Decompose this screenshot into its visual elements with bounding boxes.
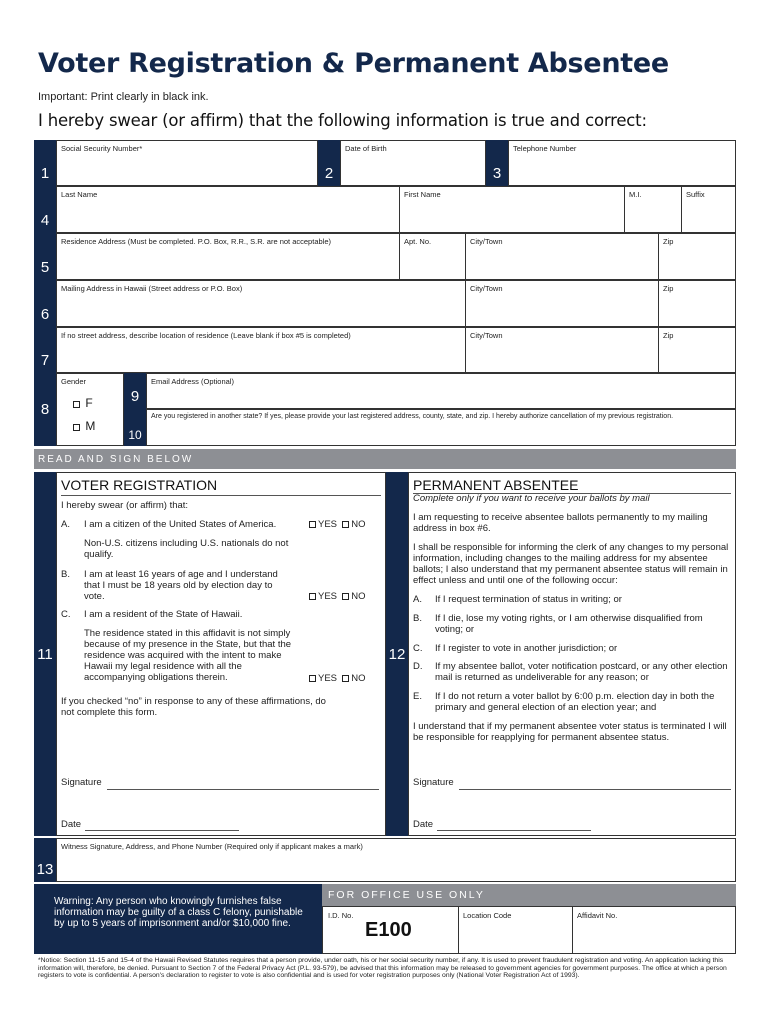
voter-registration-heading: VOTER REGISTRATION	[61, 477, 218, 493]
absentee-p1: I am requesting to receive absentee ballots permanently to my mailing address in box #6.	[413, 512, 708, 534]
email-label: Email Address (Optional)	[151, 377, 234, 386]
dob-field[interactable]	[340, 140, 486, 186]
absentee-c-letter: C.	[413, 643, 423, 654]
phone-field[interactable]	[508, 140, 736, 186]
box-number-4: 4	[34, 186, 56, 233]
zip-label: Zip	[663, 237, 674, 246]
other-state-field[interactable]	[146, 409, 736, 446]
read-sign-bar: READ AND SIGN BELOW	[34, 449, 736, 469]
voter-intro: I hereby swear (or affirm) that:	[61, 500, 189, 511]
mailing-city-label: City/Town	[470, 284, 503, 293]
absentee-subheading: Complete only if you want to receive your ballots by mail	[413, 493, 650, 504]
absentee-d-text: If my absentee ballot, voter notification postcard, or any other election mail is returned as undeliverable for any reason; or	[435, 661, 728, 683]
box-number-5: 5	[34, 233, 56, 280]
item-c-note: The residence stated in this affidavit is not simply because of my presence in the State, but that the residence was acquired with the intent to make Hawaii my legal residence with all the accompanying obligations therein.	[84, 628, 292, 683]
box-number-10: 10	[124, 409, 146, 446]
city-label: City/Town	[470, 237, 503, 246]
absentee-b-text: If I die, lose my voting rights, or I am otherwise disqualified from voting; or	[435, 613, 703, 635]
permanent-absentee-section	[408, 472, 736, 836]
absentee-p2: I shall be responsible for informing the clerk of any changes to my personal information, including changes to the mailing address for my absentee ballots; I also understand that my permanent absentee status will remain in effect unless and until one of the following occur:	[413, 542, 729, 586]
last-name-label: Last Name	[61, 190, 98, 199]
gender-m-option[interactable]: M	[73, 419, 95, 433]
mailing-row	[56, 280, 736, 327]
checkbox-icon	[73, 401, 80, 408]
location-city-label: City/Town	[470, 331, 503, 340]
mi-label: M.I.	[629, 190, 642, 199]
affidavit-label: Affidavit No.	[577, 911, 618, 920]
email-field[interactable]	[146, 373, 736, 409]
gender-field	[56, 373, 124, 446]
no-checkbox-c[interactable]	[342, 675, 349, 682]
item-b-options: YES NO	[309, 592, 366, 603]
voter-date-line[interactable]	[85, 830, 239, 831]
voter-warning: If you checked “no” in response to any of these affirmations, do not complete this form.	[61, 696, 326, 718]
absentee-p3: I understand that if my permanent absentee voter status is terminated I will be responsible for reapplying for permanent absentee status.	[413, 721, 727, 743]
item-a-letter: A.	[61, 519, 70, 530]
absentee-heading: PERMANENT ABSENTEE	[413, 477, 579, 493]
absentee-e-text: If I do not return a voter ballot by 6:00 p.m. election day in both the primary and general election of an election year; and	[435, 691, 715, 713]
item-a-note: Non-U.S. citizens including U.S. nationals do not qualify.	[84, 538, 289, 560]
form-title: Voter Registration & Permanent Absentee	[38, 48, 669, 79]
residence-label: Residence Address (Must be completed. P.O. Box, R.R., S.R. are not acceptable)	[61, 237, 331, 246]
witness-field[interactable]	[56, 838, 736, 882]
box-number-9: 9	[124, 373, 146, 409]
absentee-date-line[interactable]	[437, 830, 591, 831]
id-no-label: I.D. No.	[328, 911, 354, 920]
first-name-label: First Name	[404, 190, 441, 199]
privacy-notice: *Notice: Section 11-15 and 15-4 of the Hawaii Revised Statutes requires that a person provide, under oath, his or her social security number, if any. It is used to prevent fraudulent registration and voting. An application lacking this information will, therefore, be denied. Pursuant to Section 7 of the Federal Privacy Act (P.L. 93-579), be advised that this information may be released to government agencies for government purposes. The office at which a person registers to vote is confidential. A person's declaration to register to vote is also confidential and is used for voter registration purposes only (National Voter Registration Act of 1993).	[38, 957, 727, 980]
yes-checkbox-c[interactable]	[309, 675, 316, 682]
other-state-label: Are you registered in another state? If yes, please provide your last registered address, county, state, and zip. I hereby authorize cancellation of my previous registration.	[151, 413, 674, 420]
absentee-d-letter: D.	[413, 661, 423, 672]
box-number-7: 7	[34, 327, 56, 373]
voter-date-label: Date	[61, 819, 82, 830]
no-street-label: If no street address, describe location of residence (Leave blank if box #5 is completed)	[61, 331, 351, 340]
gender-f-option[interactable]: F	[73, 396, 93, 410]
location-row	[56, 327, 736, 373]
box-number-8: 8	[34, 373, 56, 446]
box-number-12: 12	[386, 472, 408, 836]
id-no-value: E100	[365, 919, 412, 941]
office-use-bar: FOR OFFICE USE ONLY	[322, 884, 736, 906]
absentee-signature-label: Signature	[413, 777, 454, 788]
absentee-c-text: If I register to vote in another jurisdiction; or	[435, 643, 618, 654]
box-number-11: 11	[34, 472, 56, 836]
felony-warning-text: Warning: Any person who knowingly furnishes false information may be guilty of a class C felony, punishable by up to 5 years of imprisonment and/or $10,000 fine.	[54, 896, 303, 929]
ssn-label: Social Security Number*	[61, 144, 143, 153]
voter-signature-line[interactable]	[107, 789, 379, 790]
box-number-1: 1	[34, 140, 56, 186]
absentee-e-letter: E.	[413, 691, 422, 702]
oath-heading: I hereby swear (or affirm) that the following information is true and correct:	[38, 111, 647, 130]
item-b-letter: B.	[61, 569, 70, 580]
item-c-text: I am a resident of the State of Hawaii.	[84, 609, 243, 620]
witness-label: Witness Signature, Address, and Phone Number (Required only if applicant makes a mark)	[61, 842, 363, 851]
item-c-letter: C.	[61, 609, 71, 620]
box-number-2: 2	[318, 140, 340, 186]
apt-label: Apt. No.	[404, 237, 432, 246]
location-zip-label: Zip	[663, 331, 674, 340]
voter-registration-section	[56, 472, 386, 836]
yes-checkbox-a[interactable]	[309, 521, 316, 528]
absentee-b-letter: B.	[413, 613, 422, 624]
voter-signature-label: Signature	[61, 777, 102, 788]
location-code-label: Location Code	[463, 911, 512, 920]
important-note: Important: Print clearly in black ink.	[38, 91, 209, 103]
yes-checkbox-b[interactable]	[309, 593, 316, 600]
item-b-text: I am at least 16 years of age and I understand that I must be 18 years old by election day to vote.	[84, 569, 278, 602]
gender-label: Gender	[61, 377, 87, 386]
phone-label: Telephone Number	[513, 144, 577, 153]
checkbox-icon	[73, 424, 80, 431]
dob-label: Date of Birth	[345, 144, 387, 153]
item-c-options: YES NO	[309, 674, 366, 685]
absentee-signature-line[interactable]	[459, 789, 731, 790]
suffix-label: Suffix	[686, 190, 705, 199]
felony-warning-box	[34, 884, 322, 954]
office-use-fields	[322, 906, 736, 954]
box-number-6: 6	[34, 280, 56, 327]
residence-row	[56, 233, 736, 280]
absentee-date-label: Date	[413, 819, 434, 830]
absentee-a-letter: A.	[413, 594, 422, 605]
mailing-label: Mailing Address in Hawaii (Street address or P.O. Box)	[61, 284, 243, 293]
mailing-zip-label: Zip	[663, 284, 674, 293]
absentee-a-text: If I request termination of status in writing; or	[435, 594, 622, 605]
item-a-options: YES NO	[309, 520, 366, 531]
box-number-3: 3	[486, 140, 508, 186]
no-checkbox-b[interactable]	[342, 593, 349, 600]
name-row	[56, 186, 736, 233]
no-checkbox-a[interactable]	[342, 521, 349, 528]
box-number-13: 13	[34, 838, 56, 882]
ssn-field[interactable]	[56, 140, 318, 186]
item-a-text: I am a citizen of the United States of America.	[84, 519, 277, 530]
